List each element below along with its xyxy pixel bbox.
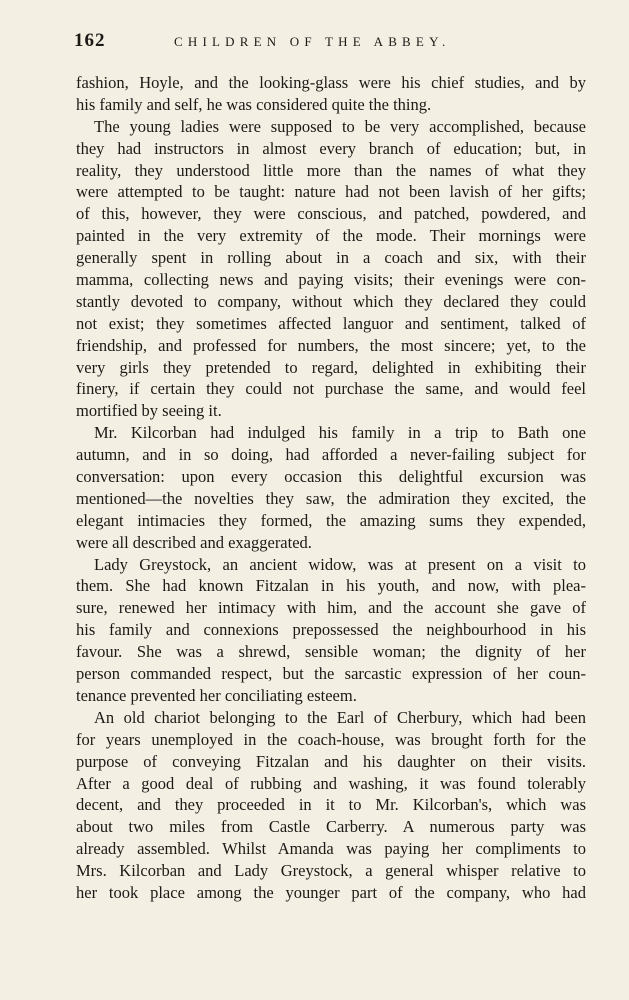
text-line: about two miles from Castle Carberry. A numerous party was: [76, 817, 586, 837]
text-line: painted in the very extremity of the mode. Their mornings were: [76, 226, 586, 246]
text-line: finery, if certain they could not purchase the same, and would feel: [76, 379, 586, 399]
text-line: her took place among the younger part of the company, who had: [76, 882, 586, 902]
text-line: mamma, collecting news and paying visits; their evenings were con-: [76, 270, 586, 290]
text-line: Mrs. Kilcorban and Lady Greystock, a general whisper relative to: [76, 861, 586, 881]
text-line: An old chariot belonging to the Earl of Cherbury, which had been: [94, 707, 586, 727]
text-line: Mr. Kilcorban had indulged his family in a trip to Bath one: [94, 423, 586, 443]
body-text: [76, 72, 586, 904]
text-line: Lady Greystock, an ancient widow, was at present on a visit to: [94, 554, 586, 574]
running-head: CHILDREN OF THE ABBEY.: [174, 34, 451, 49]
text-line: of this, however, they were conscious, and patched, powdered, and: [76, 204, 586, 224]
text-line: his family and self, he was considered quite the thing.: [76, 94, 432, 114]
text-line: person commanded respect, but the sarcastic expression of her coun-: [76, 664, 586, 684]
text-line: his family and connexions prepossessed the neighbourhood in his: [76, 620, 586, 640]
text-line: The young ladies were supposed to be very accomplished, because: [94, 116, 586, 136]
text-line: them. She had known Fitzalan in his youth, and now, with plea-: [76, 576, 586, 596]
text-line: for years unemployed in the coach-house, was brought forth for the: [76, 729, 586, 749]
text-line: autumn, and in so doing, had afforded a never-failing subject for: [76, 445, 586, 465]
text-line: purpose of conveying Fitzalan and his daughter on their visits.: [76, 751, 586, 771]
text-line: generally spent in rolling about in a coach and six, with their: [76, 248, 586, 268]
text-line: fashion, Hoyle, and the looking-glass were his chief studies, and by: [76, 73, 586, 92]
text-line: After a good deal of rubbing and washing, it was found tolerably: [76, 773, 586, 793]
text-line: were all described and exaggerated.: [76, 532, 312, 552]
text-line: very girls they pretended to regard, delighted in exhibiting their: [76, 357, 586, 377]
text-line: they had instructors in almost every branch of education; but, in: [76, 138, 586, 158]
text-line: tenance prevented her conciliating esteem.: [76, 685, 357, 705]
text-line: were attempted to be taught: nature had not been lavish of her gifts;: [76, 182, 586, 202]
text-line: elegant intimacies they formed, the amazing sums they expended,: [76, 510, 586, 530]
text-line: mortified by seeing it.: [76, 401, 222, 421]
text-line: mentioned—the novelties they saw, the admiration they excited, the: [76, 488, 586, 508]
text-line: decent, and they proceeded in it to Mr. Kilcorban's, which was: [76, 795, 586, 815]
text-line: not exist; they sometimes affected languor and sentiment, talked of: [76, 313, 586, 333]
text-line: stantly devoted to company, without which they declared they could: [76, 291, 586, 311]
text-line: conversation: upon every occasion this delightful excursion was: [76, 467, 586, 487]
text-line: reality, they understood little more than the names of what they: [76, 160, 586, 180]
text-line: already assembled. Whilst Amanda was paying her compliments to: [76, 839, 586, 859]
page-number: 162: [74, 30, 106, 51]
page-header: [74, 30, 586, 58]
text-line: sure, renewed her intimacy with him, and the account she gave of: [76, 598, 586, 618]
text-line: friendship, and professed for numbers, the most sincere; yet, to the: [76, 335, 586, 355]
text-line: favour. She was a shrewd, sensible woman; the dignity of her: [76, 642, 586, 662]
